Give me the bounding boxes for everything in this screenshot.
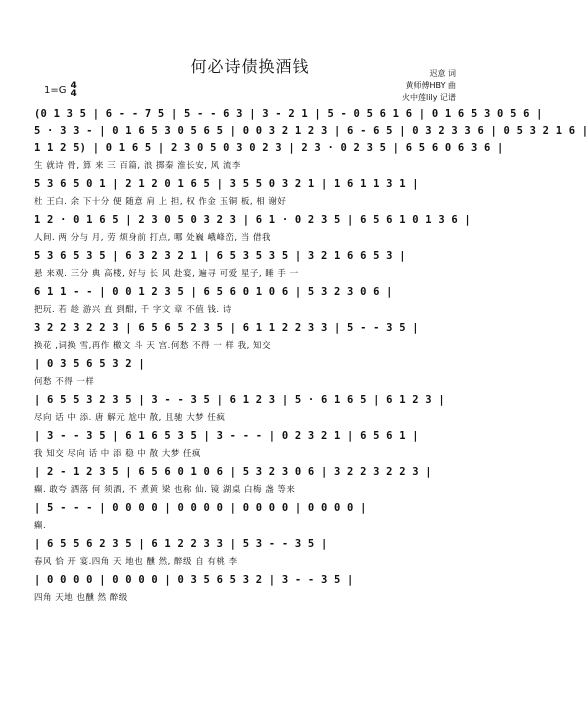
notation-line: | 0 3 5 6 5 3 2 | [34, 358, 145, 370]
lyric-line: 人间. 两 分与 月, 劳 烦身前 打点, 哪 处巍 峨峰峦, 当 借我 [34, 233, 272, 243]
lyricist-credit: 迟意 词 [429, 69, 456, 78]
lyric-line: 把玩. 若 趁 游兴 直 到酣, 千 字文 章 不值 钱. 诗 [34, 305, 232, 315]
notation-line: | 6 5 5 3 2 3 5 | 3 - - 3 5 | 6 1 2 3 | 5 · 6 1 6 5 | 6 1 2 3 | [34, 394, 445, 406]
lyric-line: 生 就诗 骨, 算 来 三 百篇, 浪 掷秦 淮长安, 风 流李 [34, 161, 241, 171]
notation-line: | 5 - - - | 0 0 0 0 | 0 0 0 0 | 0 0 0 0 | 0 0 0 0 | [34, 502, 367, 514]
song-title: 何必诗债换酒钱 [190, 57, 310, 76]
lyric-line: 杜 王白. 余 下十分 便 随意 肩 上 担, 权 作金 玉铜 板, 相 谢好 [34, 197, 287, 207]
composer-credit: 黄师傅HBY 曲 [405, 81, 456, 90]
notation-line: | 0 0 0 0 | 0 0 0 0 | 0 3 5 6 5 3 2 | 3 - - 3 5 | [34, 574, 354, 586]
lyric-line: 我 知交 尽向 话 中 添 稳 中 散 大梦 任疯 [34, 449, 202, 459]
notation-line: 1 2 · 0 1 6 5 | 2 3 0 5 0 3 2 3 | 6 1 · 0 2 3 5 | 6 5 6 1 0 1 3 6 | [34, 214, 471, 226]
notation-line: | 3 - - 3 5 | 6 1 6 5 3 5 | 3 - - - | 0 2 3 2 1 | 6 5 6 1 | [34, 430, 419, 442]
notation-line: 6 1 1 - - | 0 0 1 2 3 5 | 6 5 6 0 1 0 6 | 5 3 2 3 0 6 | [34, 286, 393, 298]
credits-block [402, 68, 456, 104]
notation-line: 5 3 6 5 0 1 | 2 1 2 0 1 6 5 | 3 5 5 0 3 2 1 | 1 6 1 1 3 1 | [34, 178, 419, 190]
notation-line: 3 2 2 3 2 2 3 | 6 5 6 5 2 3 5 | 6 1 1 2 2 3 3 | 5 - - 3 5 | [34, 322, 419, 334]
lyric-line: 换花 ,词换 雪,再作 檄文 斗 天 宫.何愁 不得 一 样 我, 知交 [34, 341, 272, 351]
notation-line: (0 1 3 5 | 6 - - 7 5 | 5 - - 6 3 | 3 - 2 1 | 5 - 0 5 6 1 6 | 0 1 6 5 3 0 5 6 | [34, 108, 543, 120]
key-signature [44, 82, 77, 98]
key-label: 1=G [44, 84, 67, 96]
lyric-line: 何愁 不得 一样 [34, 377, 95, 387]
notation-line: | 6 5 5 6 2 3 5 | 6 1 2 2 3 3 | 5 3 - - 3 5 | [34, 538, 328, 550]
lyric-line: 癫. [34, 521, 47, 531]
lyric-line: 四角 天地 也醺 然 醉级 [34, 593, 128, 603]
meter-bottom: 4 [70, 89, 77, 99]
notation-line: 1 1 2 5) | 0 1 6 5 | 2 3 0 5 0 3 0 2 3 | 2 3 · 0 2 3 5 | 6 5 6 0 6 3 6 | [34, 142, 504, 154]
time-signature [71, 82, 77, 98]
transcriber-credit: 火中莲lily 记谱 [402, 93, 456, 102]
lyric-line: 春风 恰 开 宴.四角 天 地也 醺 然, 醉级 自 有桃 李 [34, 557, 238, 567]
notation-line: 5 3 6 5 3 5 | 6 3 2 3 2 1 | 6 5 3 5 3 5 | 3 2 1 6 6 5 3 | [34, 250, 406, 262]
lyric-line: 癫. 敢夸 洒落 何 须酒, 不 煮黄 梁 也称 仙. 镜 湖桌 白梅 盏 等来 [34, 485, 296, 495]
notation-line: 5 · 3 3 - | 0 1 6 5 3 0 5 6 5 | 0 0 3 2 1 2 3 | 6 - 6 5 | 0 3 2 3 3 6 | 0 5 3 2 1 6 | [34, 125, 588, 137]
meter-top: 4 [70, 81, 77, 91]
lyric-line: 尽向 话 中 添. 唐 解元 尬中 散, 且驰 大梦 任疯 [34, 413, 226, 423]
notation-line: | 2 - 1 2 3 5 | 6 5 6 0 1 0 6 | 5 3 2 3 0 6 | 3 2 2 3 2 2 3 | [34, 466, 432, 478]
lyric-line: 悬 来观. 三分 典 高楼, 好与 长 风 赴宴, 遍寻 可爱 星子, 睡 手 一 [34, 269, 299, 279]
